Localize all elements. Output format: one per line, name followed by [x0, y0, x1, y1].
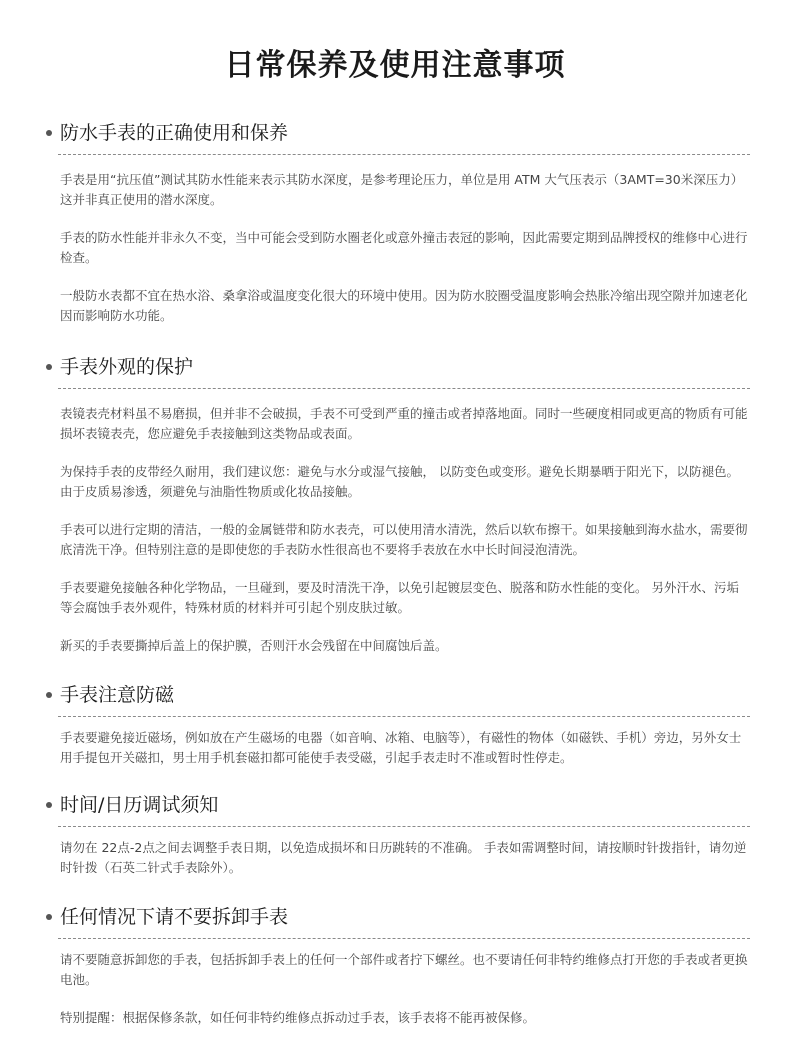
- bullet-dot-icon: [46, 692, 52, 698]
- bullet-dot-icon: [46, 914, 52, 920]
- paragraph: 手表可以进行定期的清洁，一般的金属链带和防水表壳，可以使用清水清洗，然后以软布擦干。如果接触到海水盐水，需要彻底清洗干净。但特别注意的是即使您的手表防水性很高也不要将手表放在水中长时间浸泡清洗。: [60, 522, 748, 557]
- section-header: [44, 790, 750, 820]
- dashed-divider: [58, 938, 750, 939]
- paragraph: 手表要避免接触各种化学物品，一旦碰到，要及时清洗干净，以免引起镀层变色、脱落和防水性能的变化。 另外汗水、污垢等会腐蚀手表外观件，特殊材质的材料并可引起个别皮肤过敏。: [60, 580, 739, 615]
- section-body: [60, 170, 750, 326]
- section-time-calendar: [44, 790, 750, 875]
- section-body: [60, 950, 750, 1028]
- dashed-divider: [58, 826, 750, 827]
- section-header: [44, 118, 750, 148]
- paragraph: 手表是用“抗压值”测试其防水性能来表示其防水深度，是参考理论压力，单位是用 ATM 大气压表示（3AMT=30米深压力）这并非真正使用的潜水深度。: [60, 172, 744, 207]
- section-body: [60, 728, 750, 768]
- section-heading: 手表注意防磁: [60, 684, 175, 706]
- dashed-divider: [58, 154, 750, 155]
- section-heading: 手表外观的保护: [60, 356, 194, 378]
- page-title: 日常保养及使用注意事项: [224, 48, 566, 83]
- paragraph: 特别提醒：根据保修条款，如任何非特约维修点拆动过手表，该手表将不能再被保修。: [60, 1010, 536, 1025]
- section-heading: 时间/日历调试须知: [60, 794, 219, 816]
- section-no-disassembly: [44, 902, 750, 1025]
- paragraph: 请勿在 22点-2点之间去调整手表日期，以免造成损坏和日历跳转的不准确。 手表如需调整时间，请按顺时针拨指针，请勿逆时针拨（石英二针式手表除外）。: [60, 840, 747, 875]
- paragraph: 新买的手表要撕掉后盖上的保护膜，否则汗水会残留在中间腐蚀后盖。: [60, 638, 448, 653]
- section-body: [60, 404, 750, 656]
- section-body: [60, 838, 750, 878]
- paragraph: 一般防水表都不宜在热水浴、桑拿浴或温度变化很大的环境中使用。因为防水胶圈受温度影响会热胀冷缩出现空隙并加速老化因而影响防水功能。: [60, 288, 748, 323]
- bullet-dot-icon: [46, 802, 52, 808]
- bullet-dot-icon: [46, 364, 52, 370]
- dashed-divider: [58, 388, 750, 389]
- paragraph: 请不要随意拆卸您的手表，包括拆卸手表上的任何一个部件或者拧下螺丝。也不要请任何非特约维修点打开您的手表或者更换电池。: [60, 952, 748, 987]
- section-antimagnetic: [44, 680, 750, 765]
- section-heading: 防水手表的正确使用和保养: [60, 122, 289, 144]
- bullet-dot-icon: [46, 130, 52, 136]
- paragraph: 手表的防水性能并非永久不变，当中可能会受到防水圈老化或意外撞击表冠的影响，因此需要定期到品牌授权的维修中心进行检查。: [60, 230, 748, 265]
- section-heading: 任何情况下请不要拆卸手表: [60, 906, 289, 928]
- paragraph: 表镜表壳材料虽不易磨损，但并非不会破损，手表不可受到严重的撞击或者掉落地面。同时一些硬度相同或更高的物质有可能损坏表镜表壳，您应避免手表接触到这类物品或表面。: [60, 406, 748, 441]
- section-header: [44, 902, 750, 932]
- section-header: [44, 352, 750, 382]
- paragraph: 为保持手表的皮带经久耐用，我们建议您：避免与水分或湿气接触， 以防变色或变形。避免长期暴晒于阳光下，以防褪色。由于皮质易渗透，须避免与油脂性物质或化妆品接触。: [60, 464, 739, 499]
- paragraph: 手表要避免接近磁场，例如放在产生磁场的电器（如音响、冰箱、电脑等），有磁性的物体（如磁铁、手机）旁边，另外女士用手提包开关磁扣，男士用手机套磁扣都可能使手表受磁，引起手表走时不准或暂时性停走。: [60, 730, 742, 765]
- section-appearance: [44, 352, 750, 653]
- dashed-divider: [58, 716, 750, 717]
- section-header: [44, 680, 750, 710]
- section-waterproof: [44, 118, 750, 323]
